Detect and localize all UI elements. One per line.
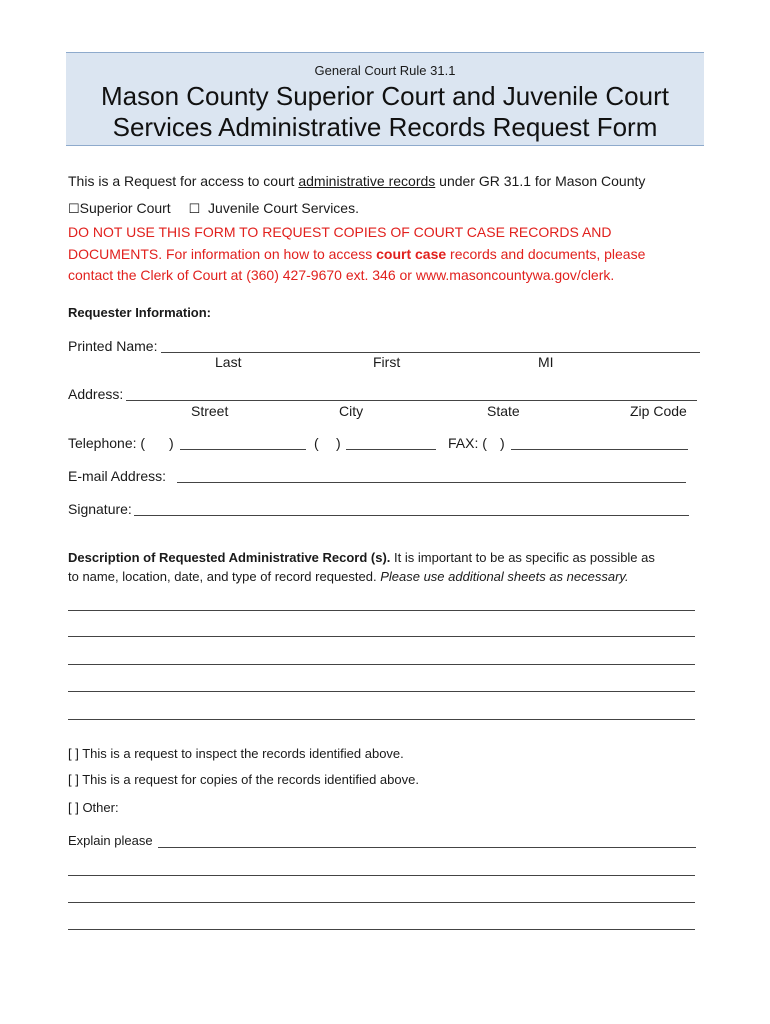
description-heading: Description of Requested Administrative Record (s). [68, 550, 391, 565]
description-field-line-1[interactable] [68, 610, 695, 611]
description-field-line-3[interactable] [68, 664, 695, 665]
fax-label: FAX: ( [448, 435, 487, 451]
description-line-1: Description of Requested Administrative Record (s). It is important to be as specific as possible as [68, 550, 655, 565]
intro-text: This is a Request for access to court administrative records under GR 31.1 for Mason County [68, 173, 646, 189]
address-zip-label: Zip Code [630, 403, 687, 419]
requester-heading: Requester Information: [68, 305, 212, 320]
address-city-label: City [339, 403, 364, 419]
signature-label: Signature: [68, 501, 132, 517]
juvenile-court-checkbox[interactable]: ☐ [188, 201, 201, 216]
name-last-label: Last [215, 354, 242, 370]
email-label: E-mail Address: [68, 468, 167, 484]
alt-phone-field[interactable] [346, 449, 436, 450]
form-title [66, 81, 704, 143]
email-field[interactable] [177, 482, 686, 483]
form-header [66, 52, 704, 146]
superior-court-label: Superior Court [79, 200, 171, 216]
explain-label: Explain please [68, 833, 153, 848]
court-options [68, 200, 359, 217]
description-field-line-2[interactable] [68, 636, 695, 637]
alt-phone-close: ) [336, 435, 341, 451]
name-first-label: First [373, 354, 401, 370]
warning-line-1: DO NOT USE THIS FORM TO REQUEST COPIES OF COURT CASE RECORDS AND [68, 224, 612, 240]
telephone-label: Telephone: ( [68, 435, 146, 451]
superior-court-checkbox[interactable]: ☐ [68, 201, 80, 216]
warning-line-3: contact the Clerk of Court at (360) 427-9670 ext. 346 or www.masoncountywa.gov/clerk. [68, 267, 615, 283]
explain-field-line-3[interactable] [68, 902, 695, 903]
alt-phone-open: ( [314, 435, 319, 451]
name-mi-label: MI [538, 354, 554, 370]
description-field-line-5[interactable] [68, 719, 695, 720]
inspect-option[interactable]: [ ] This is a request to inspect the records identified above. [68, 746, 404, 761]
address-field[interactable] [126, 400, 697, 401]
explain-field-line-2[interactable] [68, 875, 695, 876]
fax-area-close: ) [500, 435, 505, 451]
explain-field-line-4[interactable] [68, 929, 695, 930]
title-line-2: Services Administrative Records Request Form [112, 112, 658, 142]
title-line-1: Mason County Superior Court and Juvenile Court [101, 81, 669, 111]
printed-name-field[interactable] [161, 352, 700, 353]
description-line-2: to name, location, date, and type of record requested. Please use additional sheets as necessary. [68, 569, 629, 584]
rule-reference: General Court Rule 31.1 [314, 63, 456, 78]
address-street-label: Street [191, 403, 229, 419]
fax-field[interactable] [511, 449, 688, 450]
address-label: Address: [68, 386, 124, 402]
address-state-label: State [487, 403, 520, 419]
telephone-field[interactable] [180, 449, 306, 450]
explain-field[interactable] [158, 847, 696, 848]
printed-name-label: Printed Name: [68, 338, 158, 354]
administrative-records-link: administrative records [298, 173, 436, 189]
warning-line-2: DOCUMENTS. For information on how to access court case records and documents, please [68, 246, 646, 262]
juvenile-court-label: Juvenile Court Services. [208, 200, 359, 216]
copies-option[interactable]: [ ] This is a request for copies of the records identified above. [68, 772, 419, 787]
telephone-area-close: ) [169, 435, 174, 451]
signature-field[interactable] [134, 515, 689, 516]
other-option[interactable]: [ ] Other: [68, 800, 119, 815]
description-field-line-4[interactable] [68, 691, 695, 692]
